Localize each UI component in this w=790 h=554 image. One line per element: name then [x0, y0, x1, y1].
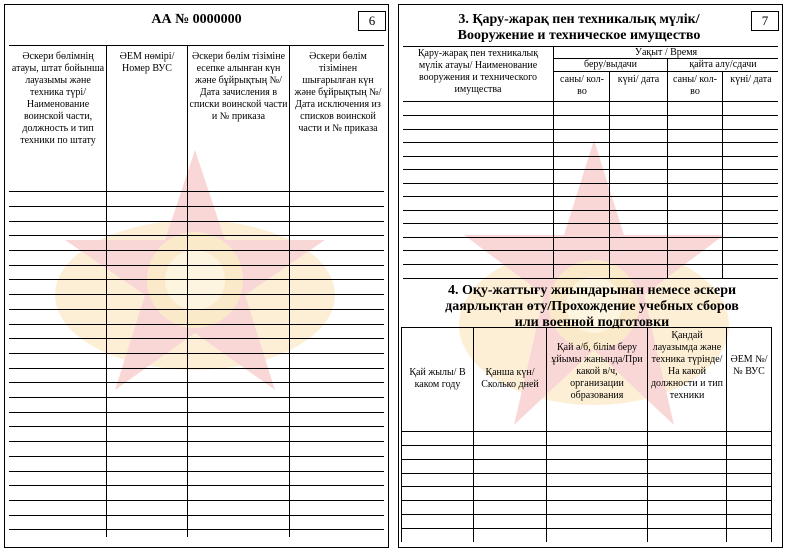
table-row-line	[403, 223, 778, 224]
section3-title-line1: 3. Қару-жарақ пен техникалық мүлік/	[458, 12, 700, 27]
table-row-line	[401, 473, 772, 474]
table-row-line	[9, 235, 384, 236]
left-page	[4, 4, 389, 548]
s4-year-header: Қай жылы/ В каком году	[409, 367, 466, 390]
s3-issue-sub-rule	[553, 71, 778, 72]
table-row-line	[401, 500, 772, 501]
table-row-line	[403, 142, 778, 143]
table-row-line	[9, 250, 384, 251]
header-top-rule	[9, 45, 384, 46]
s3-col-divider	[722, 71, 723, 278]
s4-organization-header: Қай ә/б, білім беру ұйымы жанында/При какой в/ч, организации образования	[551, 342, 643, 401]
page-number-box: 6	[358, 11, 386, 31]
header-bottom-rule	[9, 191, 384, 192]
table-row-line	[9, 382, 384, 383]
col-divider	[187, 45, 188, 537]
table-row-line	[403, 129, 778, 130]
s3-table-bottom-rule	[403, 278, 778, 279]
table-row-line	[9, 515, 384, 516]
table-row-line	[9, 441, 384, 442]
s4-vus-header: ӘЕМ №/ № ВУС	[730, 354, 768, 377]
document-title: АА № 0000000	[151, 12, 242, 27]
s3-time-header: Уақыт / Время	[634, 47, 698, 58]
s3-col-divider	[609, 71, 610, 278]
section4-title-line1: 4. Оқу-жаттығу жиындарынан немесе әскери	[447, 283, 737, 298]
s4-col-divider	[647, 327, 648, 542]
s3-col-divider	[667, 58, 668, 278]
table-row-line	[403, 169, 778, 170]
s3-issue-count-header: саны/ кол-во	[560, 74, 604, 97]
section3-title-line2: Вооружение и техническое имущество	[457, 28, 701, 43]
table-row-line	[401, 528, 772, 529]
table-row-line	[9, 309, 384, 310]
table-row-line	[9, 279, 384, 280]
table-row-line	[9, 221, 384, 222]
table-row-line	[9, 485, 384, 486]
s3-issue-date-header: күні/ дата	[617, 74, 660, 85]
s3-return-header: қайта алу/сдачи	[689, 59, 757, 70]
s4-header-bottom-rule	[401, 431, 772, 432]
s4-days-header: Қанша күн/ Сколько дней	[481, 367, 539, 390]
table-row-line	[9, 500, 384, 501]
table-row-line	[403, 250, 778, 251]
page-number-box: 7	[751, 11, 779, 31]
star-emblem-watermark	[40, 145, 350, 405]
table-row-line	[9, 529, 384, 530]
table-row-line	[401, 514, 772, 515]
table-row-line	[403, 115, 778, 116]
table-row-line	[403, 196, 778, 197]
unit-position-header: Әскери бөлімнің атауы, штат бойынша лауазымы және техника түрі/ Наименование воинской части, должность и тип техники по штату	[11, 51, 105, 146]
s4-col-divider	[546, 327, 547, 542]
table-row-line	[9, 471, 384, 472]
section3-title	[419, 12, 739, 44]
vus-number-header: ӘЕМ нөмірі/ Номер ВУС	[119, 51, 175, 74]
col-divider	[289, 45, 290, 537]
s3-return-count-header: саны/ кол-во	[673, 74, 717, 97]
table-row-line	[401, 459, 772, 460]
right-page	[398, 4, 783, 548]
table-row-line	[9, 368, 384, 369]
table-row-line	[9, 456, 384, 457]
exclusion-date-header: Әскери бөлім тізімінен шығарылған күн және бұйрықтың №/ Дата исключения из списков воинской части и № приказа	[294, 51, 382, 134]
table-row-line	[403, 264, 778, 265]
table-row-line	[403, 237, 778, 238]
table-row-line	[9, 265, 384, 266]
s4-right-border	[771, 327, 772, 542]
table-row-line	[9, 338, 384, 339]
table-row-line	[9, 353, 384, 354]
section4-title-line2: даярлықтан өту/Прохождение учебных сборов	[445, 299, 739, 314]
s4-left-border	[401, 327, 402, 542]
section4-title	[407, 283, 777, 331]
s3-return-date-header: күні/ дата	[730, 74, 772, 85]
table-row-line	[403, 183, 778, 184]
enrollment-date-header: Әскери бөлім тізіміне есепке алынған күн және бұйрықтың №/ Дата зачисления в списки воинской части и № приказа	[189, 51, 288, 122]
table-row-line	[9, 412, 384, 413]
s3-item-name-header: Қару-жарақ пен техникалық мүлік атауы/ Наименование вооружения и технического имущества	[417, 48, 539, 95]
table-row-line	[9, 426, 384, 427]
s4-col-divider	[726, 327, 727, 542]
table-row-line	[401, 486, 772, 487]
s3-col-divider	[553, 46, 554, 278]
s4-position-header: Қандай лауазымда және техника түрінде/ На какой должности и тип техники	[650, 330, 724, 401]
s4-col-divider	[473, 327, 474, 542]
table-row-line	[9, 206, 384, 207]
table-row-line	[401, 445, 772, 446]
section4-title-line3: или военной подготовки	[514, 315, 670, 330]
s3-issue-header: беру/выдачи	[584, 59, 637, 70]
table-row-line	[9, 294, 384, 295]
table-row-line	[9, 397, 384, 398]
table-row-line	[403, 156, 778, 157]
col-divider	[106, 45, 107, 537]
table-row-line	[9, 324, 384, 325]
table-row-line	[403, 210, 778, 211]
